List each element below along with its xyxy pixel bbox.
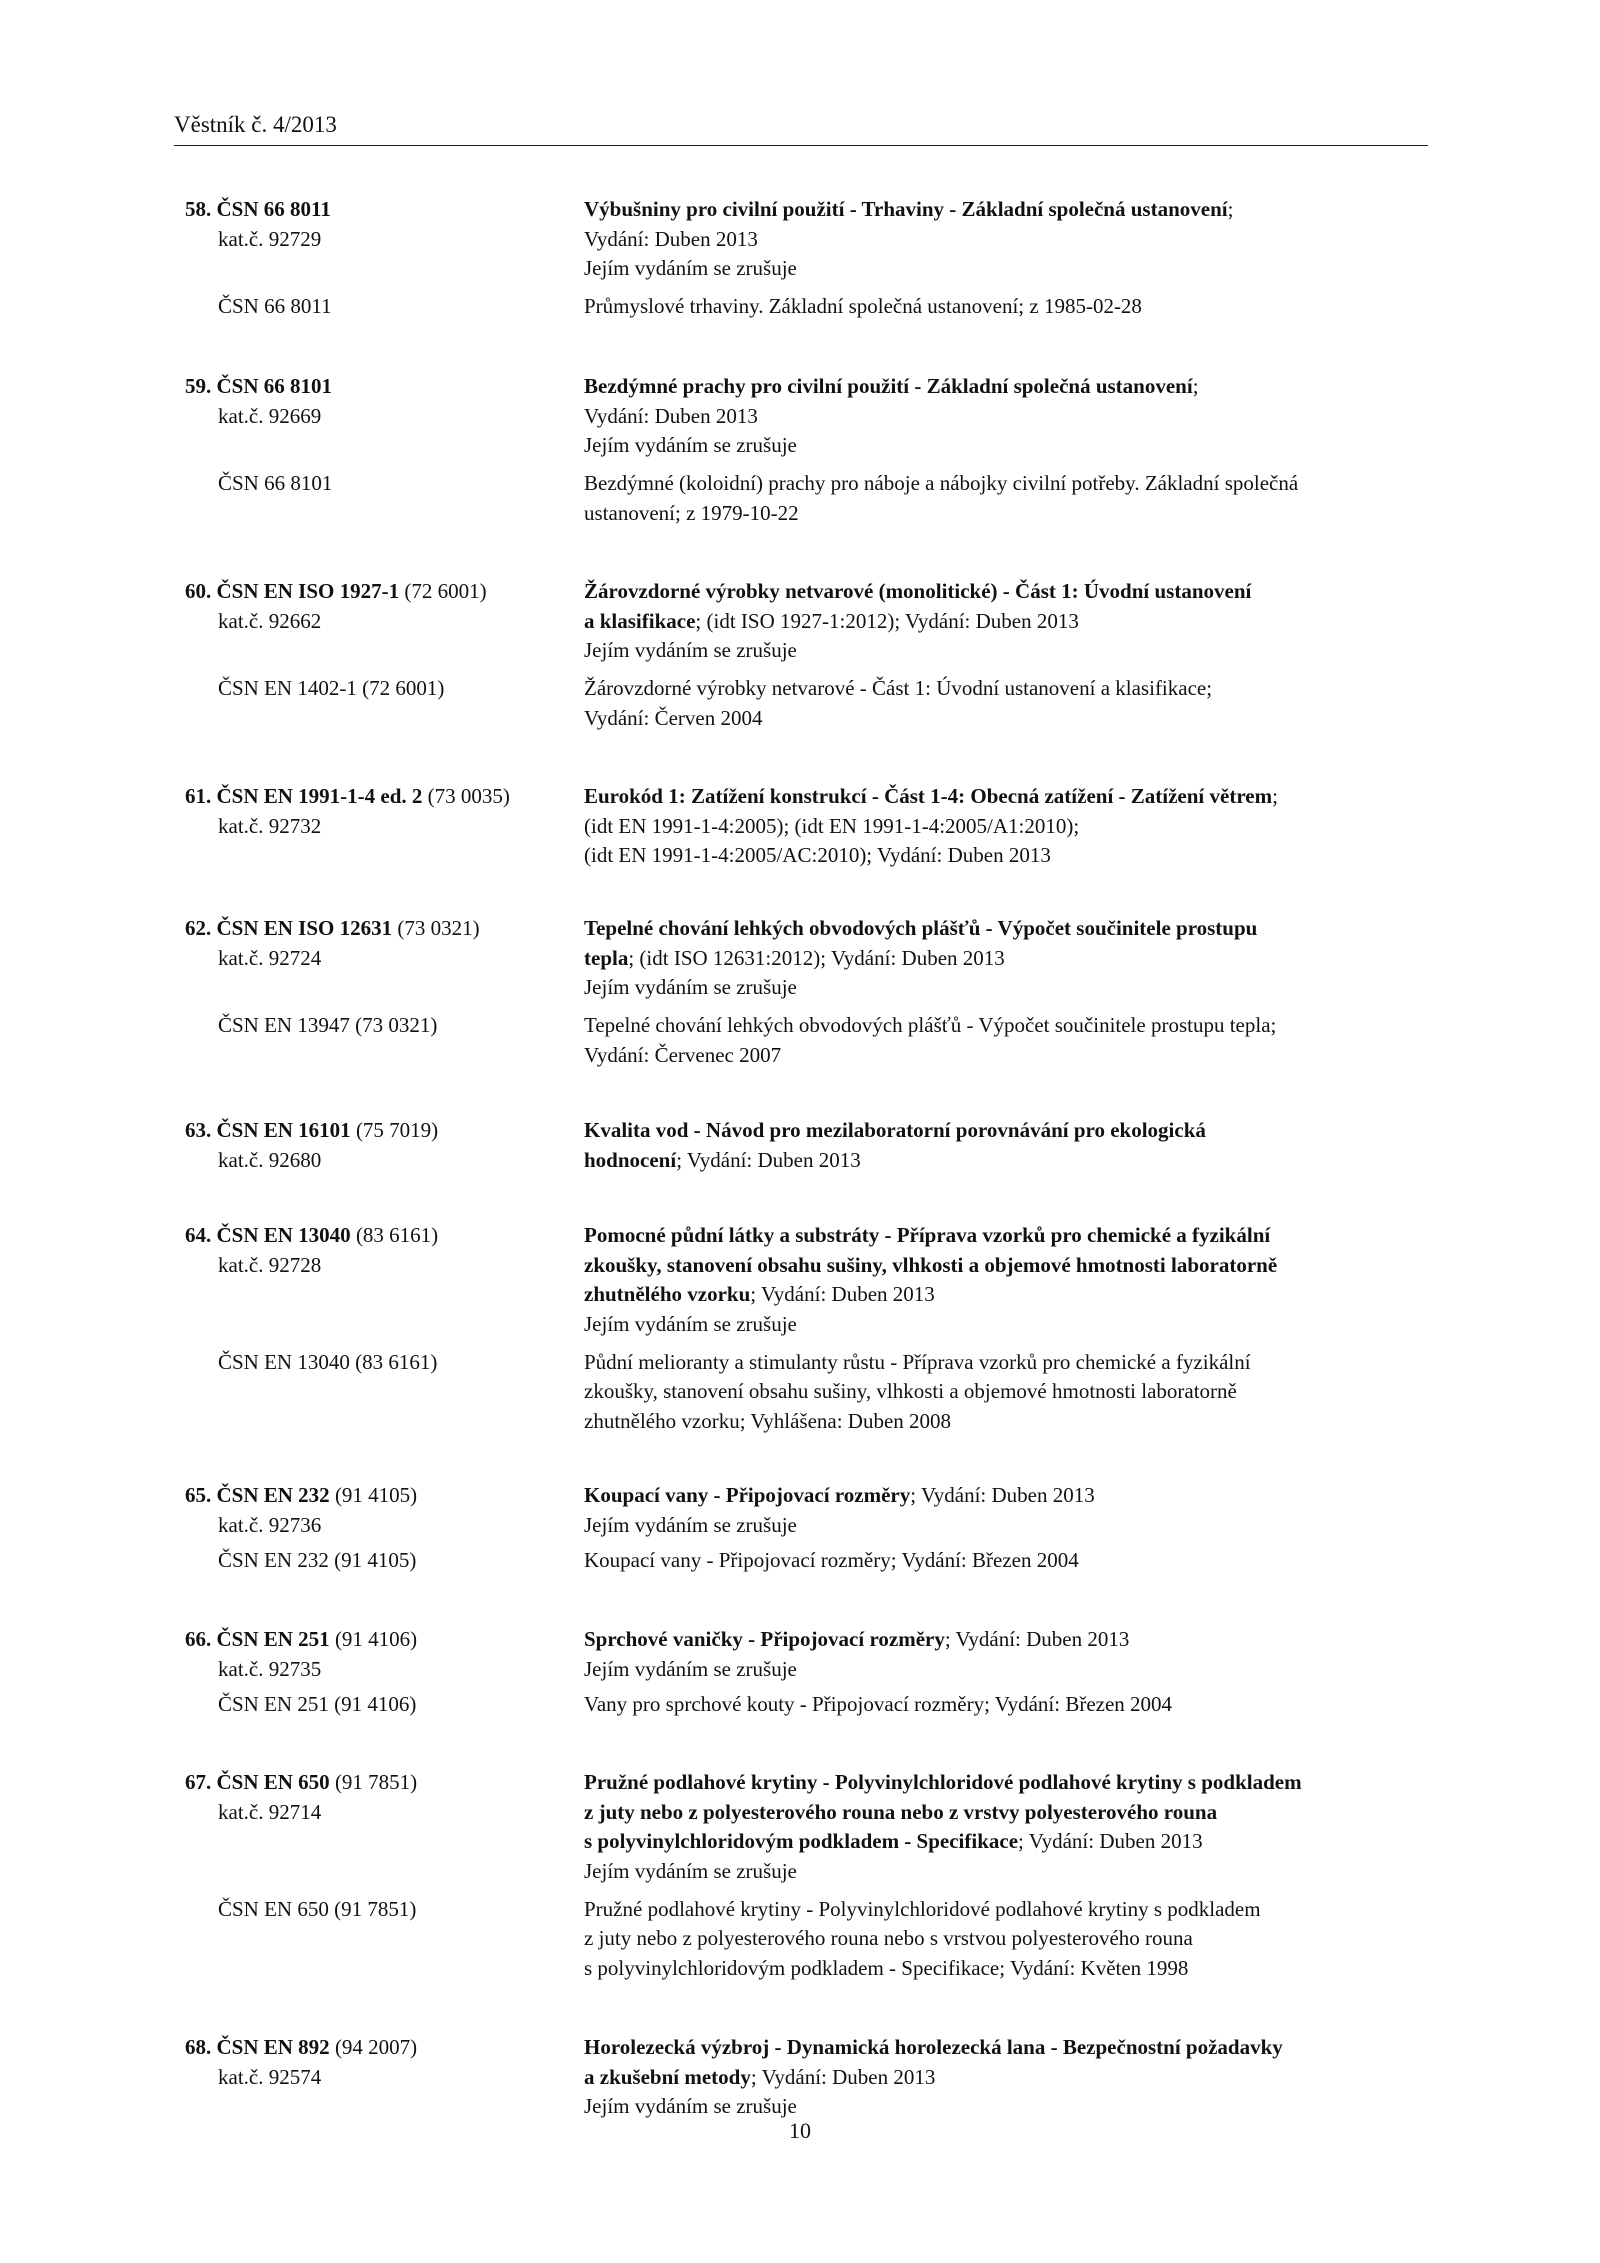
entry-designation-line: kat.č. 92714 (218, 1799, 322, 1824)
entry-description-line (584, 944, 1005, 972)
bold-text: Koupací vany - Připojovací rozměry (584, 1483, 911, 1507)
regular-text: ; (1192, 374, 1199, 398)
entry-description-line (584, 1827, 1203, 1855)
entry-description-line: Jejím vydáním se zrušuje (584, 1858, 797, 1883)
regular-text: ; (1227, 197, 1234, 221)
entry-designation-line (185, 914, 480, 942)
regular-text: (91 4105) (329, 1483, 418, 1507)
entry-designation-line: ČSN 66 8011 (218, 294, 332, 319)
entry-description-line: Žárovzdorné výrobky netvarové - Část 1: Úvodní ustanovení a klasifikace; (584, 676, 1213, 701)
bold-text: 66. ČSN EN 251 (185, 1627, 330, 1651)
regular-text: (91 4106) (329, 1627, 418, 1651)
entry-description-line: ustanovení; z 1979-10-22 (584, 500, 799, 525)
bold-text: a zkušební metody (584, 2064, 751, 2089)
entry-description-line: s polyvinylchloridovým podkladem - Specifikace; Vydání: Květen 1998 (584, 1955, 1189, 1980)
entry-description-line: Vydání: Červen 2004 (584, 705, 763, 730)
entry-description-line (584, 372, 1199, 400)
entry-description-line (584, 1625, 1129, 1653)
entry-designation-line (185, 1221, 438, 1249)
entry-description-line (584, 195, 1233, 223)
entry-description-line (584, 2063, 935, 2091)
regular-text: (73 0035) (422, 784, 510, 808)
entry-description-line (584, 1481, 1095, 1509)
regular-text: ; Vydání: Duben 2013 (944, 1627, 1130, 1651)
entry-description-line: Vydání: Duben 2013 (584, 226, 758, 251)
entry-description-line (584, 1146, 861, 1174)
regular-text: (72 6001) (399, 579, 487, 603)
bold-text: zkoušky, stanovení obsahu sušiny, vlhkosti a objemové hmotnosti laboratorně (584, 1252, 1278, 1277)
entry-designation-line: kat.č. 92729 (218, 226, 322, 251)
entry-designation-line: ČSN 66 8101 (218, 471, 333, 496)
regular-text: ; Vydání: Duben 2013 (750, 2064, 936, 2089)
entry-description-line: z juty nebo z polyesterového rouna nebo s vrstvou polyesterového rouna (584, 1926, 1193, 1951)
bold-text: Tepelné chování lehkých obvodových plášťů - Výpočet součinitele prostupu (584, 916, 1258, 940)
bold-text: 64. ČSN EN 13040 (185, 1223, 351, 1247)
entry-designation-line (185, 1768, 417, 1796)
entry-description-line: Jejím vydáním se zrušuje (584, 433, 797, 457)
regular-text: (94 2007) (329, 2035, 418, 2059)
entry-description-line (584, 577, 1251, 605)
bold-text: Pomocné půdní látky a substráty - Příprava vzorků pro chemické a fyzikální (584, 1223, 1271, 1247)
entry-description-line: Vany pro sprchové kouty - Připojovací rozměry; Vydání: Březen 2004 (584, 1691, 1173, 1716)
entry-description-line: Jejím vydáním se zrušuje (584, 975, 797, 999)
entry-description-line: Průmyslové trhaviny. Základní společná ustanovení; z 1985-02-28 (584, 294, 1142, 319)
bold-text: 67. ČSN EN 650 (185, 1770, 330, 1794)
entry-designation-line: kat.č. 92662 (218, 608, 322, 633)
bold-text: hodnocení (584, 1147, 677, 1172)
entry-description-line (584, 1116, 1206, 1144)
entry-designation-line: kat.č. 92574 (218, 2064, 322, 2089)
regular-text: ; Vydání: Duben 2013 (750, 1282, 935, 1306)
entry-description-line: Jejím vydáním se zrušuje (584, 256, 797, 280)
regular-text: ; Vydání: Duben 2013 (1018, 1829, 1203, 1853)
entry-designation-line: ČSN EN 13947 (73 0321) (218, 1013, 438, 1038)
regular-text: (83 6161) (350, 1223, 439, 1247)
entry-description-line: (idt EN 1991-1-4:2005/AC:2010); Vydání: Duben 2013 (584, 843, 1051, 867)
entry-description-line (584, 1768, 1302, 1796)
entry-designation-line (185, 1481, 417, 1509)
entry-description-line (584, 607, 1079, 635)
entry-description-line: Pružné podlahové krytiny - Polyvinylchloridové podlahové krytiny s podkladem (584, 1896, 1261, 1921)
bold-text: Pružné podlahové krytiny - Polyvinylchloridové podlahové krytiny s podkladem (584, 1770, 1302, 1794)
bold-text: Sprchové vaničky - Připojovací rozměry (584, 1627, 945, 1651)
entry-description-line (584, 782, 1278, 810)
bold-text: Žárovzdorné výrobky netvarové (monolitické) - Část 1: Úvodní ustanovení (584, 579, 1252, 603)
entry-description-line (584, 1221, 1270, 1249)
bold-text: tepla (584, 945, 629, 970)
entry-designation-line: kat.č. 92728 (218, 1252, 322, 1277)
regular-text: ; (idt ISO 12631:2012); Vydání: Duben 2013 (628, 945, 1005, 970)
entry-description-line: (idt EN 1991-1-4:2005); (idt EN 1991-1-4:2005/A1:2010); (584, 813, 1080, 838)
entry-designation-line: kat.č. 92724 (218, 945, 322, 970)
entry-designation-line: ČSN EN 251 (91 4106) (218, 1691, 417, 1716)
bold-text: a klasifikace (584, 608, 696, 633)
bold-text: 62. ČSN EN ISO 12631 (185, 916, 393, 940)
entry-description-line: Koupací vany - Připojovací rozměry; Vydání: Březen 2004 (584, 1547, 1079, 1572)
entry-designation-line (185, 782, 510, 810)
bold-text: Horolezecká výzbroj - Dynamická horolezecká lana - Bezpečnostní požadavky (584, 2035, 1283, 2059)
regular-text: (91 7851) (329, 1770, 418, 1794)
entry-description-line: zkoušky, stanovení obsahu sušiny, vlhkosti a objemové hmotnosti laboratorně (584, 1379, 1237, 1404)
bold-text: zhutnělého vzorku (584, 1282, 751, 1306)
entry-designation-line: kat.č. 92732 (218, 813, 322, 838)
bold-text: Kvalita vod - Návod pro mezilaboratorní porovnávání pro ekologická (584, 1118, 1206, 1142)
entry-designation-line: kat.č. 92680 (218, 1147, 322, 1172)
entry-designation-line (185, 577, 487, 605)
bold-text: 68. ČSN EN 892 (185, 2035, 330, 2059)
regular-text: (73 0321) (392, 916, 480, 940)
entry-description-line: Vydání: Duben 2013 (584, 403, 758, 428)
entry-description-line: Vydání: Červenec 2007 (584, 1042, 782, 1067)
bold-text: Výbušniny pro civilní použití - Trhaviny - Základní společná ustanovení (584, 197, 1228, 221)
page-number: 10 (789, 2118, 811, 2143)
entry-description-line (584, 1798, 1217, 1826)
bold-text: 63. ČSN EN 16101 (185, 1118, 351, 1142)
entry-designation-line: kat.č. 92736 (218, 1512, 322, 1537)
entry-description-line: Jejím vydáním se zrušuje (584, 1656, 797, 1681)
entry-description-line: Jejím vydáním se zrušuje (584, 1512, 797, 1537)
entry-designation-line: ČSN EN 13040 (83 6161) (218, 1349, 438, 1374)
entry-designation-line: ČSN EN 232 (91 4105) (218, 1547, 417, 1572)
entry-description-line (584, 1280, 935, 1308)
entry-designation-line: 58. ČSN 66 8011 (185, 197, 331, 221)
page-header: Věstník č. 4/2013 (174, 112, 337, 137)
entry-description-line: Jejím vydáním se zrušuje (584, 1311, 797, 1336)
entry-designation-line: 59. ČSN 66 8101 (185, 374, 333, 398)
regular-text: ; (1272, 784, 1278, 808)
entry-description-line: Půdní melioranty a stimulanty růstu - Příprava vzorků pro chemické a fyzikální (584, 1349, 1251, 1374)
entry-description-line (584, 2033, 1283, 2061)
entry-designation-line (185, 1116, 438, 1144)
bold-text: s polyvinylchloridovým podkladem - Specifikace (584, 1829, 1019, 1853)
entry-designation-line: ČSN EN 1402-1 (72 6001) (218, 676, 445, 701)
regular-text: (75 7019) (350, 1118, 439, 1142)
regular-text: ; Vydání: Duben 2013 (676, 1147, 861, 1172)
entry-description-line: Bezdýmné (koloidní) prachy pro náboje a nábojky civilní potřeby. Základní společná (584, 471, 1299, 496)
entry-designation-line: kat.č. 92669 (218, 403, 322, 428)
bold-text: Eurokód 1: Zatížení konstrukcí - Část 1-4: Obecná zatížení - Zatížení větrem (584, 784, 1273, 808)
regular-text: ; Vydání: Duben 2013 (910, 1483, 1095, 1507)
entry-description-line (584, 914, 1257, 942)
bold-text: z juty nebo z polyesterového rouna nebo z vrstvy polyesterového rouna (584, 1799, 1218, 1824)
bold-text: 61. ČSN EN 1991-1-4 ed. 2 (185, 784, 423, 808)
entry-description-line (584, 1251, 1277, 1279)
entry-designation-line: kat.č. 92735 (218, 1656, 322, 1681)
entry-description-line: Tepelné chování lehkých obvodových plášťů - Výpočet součinitele prostupu tepla; (584, 1013, 1277, 1038)
bold-text: Bezdýmné prachy pro civilní použití - Základní společná ustanovení (584, 374, 1193, 398)
entry-designation-line: ČSN EN 650 (91 7851) (218, 1896, 417, 1921)
entry-description-line: Jejím vydáním se zrušuje (584, 638, 797, 662)
entry-description-line: zhutnělého vzorku; Vyhlášena: Duben 2008 (584, 1408, 952, 1433)
bold-text: 65. ČSN EN 232 (185, 1483, 330, 1507)
entry-description-line: Jejím vydáním se zrušuje (584, 2094, 797, 2118)
entry-designation-line (185, 1625, 417, 1653)
bold-text: 60. ČSN EN ISO 1927-1 (185, 579, 400, 603)
entry-designation-line (185, 2033, 417, 2061)
regular-text: ; (idt ISO 1927-1:2012); Vydání: Duben 2013 (695, 608, 1079, 633)
